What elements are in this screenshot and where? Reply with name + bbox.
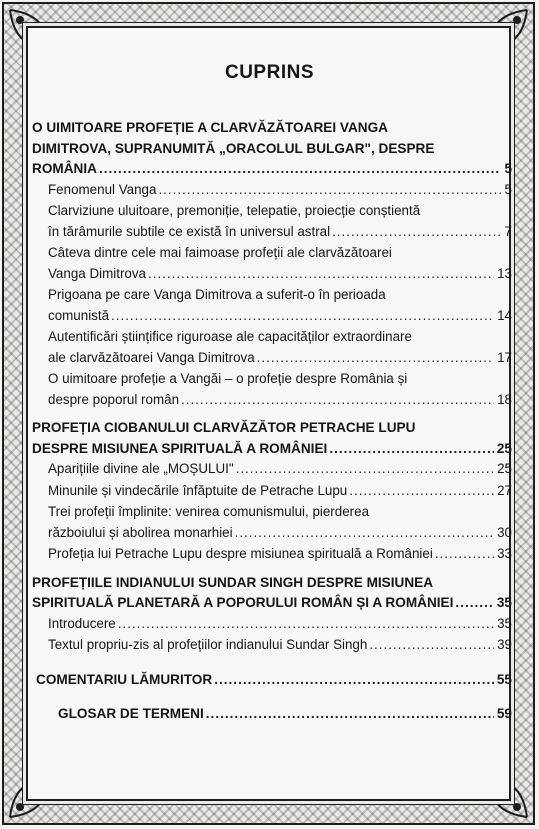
entry-text: războiului și abolirea monarhiei	[48, 524, 233, 540]
page-number: 35	[496, 595, 512, 610]
dot-leader	[235, 523, 495, 544]
toc-entry[interactable]	[32, 459, 512, 480]
toc-section	[32, 704, 512, 725]
toc-section	[32, 418, 512, 565]
toc-entry[interactable]	[32, 481, 512, 502]
entry-line	[32, 327, 512, 348]
entry-text: Fenomenul Vanga	[48, 181, 157, 197]
section-heading-text: GLOSAR DE TERMENI	[58, 706, 204, 721]
page-number: 35	[497, 615, 512, 631]
toc-entry[interactable]	[32, 201, 512, 242]
entry-text: ale clarvăzătoarei Vanga Dimitrova	[48, 349, 255, 365]
page-title: CUPRINS	[224, 62, 314, 83]
dot-leader	[148, 264, 494, 285]
page-number: 5	[504, 161, 512, 176]
entry-text: Profeția lui Petrache Lupu despre misiunea spirituală a României	[48, 546, 433, 561]
toc-entry[interactable]	[32, 544, 512, 565]
section-heading-line[interactable]	[32, 573, 512, 594]
entry-text: Trei profeții împlinite: venirea comunismului, pierderea	[48, 504, 370, 519]
section-heading-line[interactable]	[32, 139, 512, 160]
entry-line	[32, 544, 512, 565]
dot-leader	[236, 459, 495, 480]
section-heading-line[interactable]	[32, 418, 512, 439]
section-heading-text: COMENTARIU LĂMURITOR	[36, 671, 213, 687]
entry-line	[32, 348, 512, 369]
toc-entry[interactable]	[32, 635, 512, 656]
dot-leader	[181, 390, 494, 411]
section-heading-line[interactable]	[36, 670, 512, 691]
page-number: 27	[497, 482, 512, 498]
entry-line	[32, 285, 512, 306]
page-number: 18	[497, 391, 512, 407]
entry-line	[32, 306, 512, 327]
dot-leader	[206, 704, 494, 725]
dot-leader	[214, 670, 494, 691]
entry-line	[32, 459, 512, 480]
page-number: 33	[497, 546, 512, 561]
entry-line	[32, 264, 512, 285]
page-number: 14	[497, 307, 512, 323]
dot-leader	[455, 593, 493, 614]
dot-leader	[111, 306, 494, 327]
page-number: 25	[497, 461, 512, 476]
entry-line	[32, 635, 512, 656]
entry-text: O uimitoare profeție a Vangăi – o profeție despre România și	[48, 371, 408, 386]
entry-line	[32, 180, 512, 201]
dot-leader	[158, 180, 501, 201]
entry-text: comunistă	[48, 307, 110, 323]
toc-entry[interactable]	[32, 369, 512, 410]
section-heading-text: SPIRITUALĂ PLANETARĂ A POPORULUI ROMÂN ȘI A ROMÂNIEI	[32, 595, 454, 610]
page-number: 30	[497, 524, 512, 540]
dot-leader	[435, 544, 494, 565]
section-heading-text: PROFEȚIA CIOBANULUI CLARVĂZĂTOR PETRACHE LUPU	[32, 420, 416, 435]
entry-line	[32, 222, 512, 243]
entry-text: Textul propriu-zis al profețiilor indianului Sundar Singh	[48, 637, 368, 652]
page-number: 59	[496, 706, 512, 721]
dot-leader	[369, 635, 494, 656]
toc-section	[32, 573, 512, 656]
dot-leader	[329, 439, 494, 460]
section-heading-text: ROMÂNIA	[32, 161, 97, 176]
page-number: 25	[496, 440, 512, 456]
section-heading-text: O UIMITOARE PROFEȚIE A CLARVĂZĂTOAREI VANGA	[32, 120, 388, 135]
entry-line	[32, 523, 512, 544]
entry-text: Introducere	[48, 615, 116, 631]
section-heading-line[interactable]	[32, 118, 512, 139]
page-number: 5	[504, 181, 512, 197]
toc-entry[interactable]	[32, 180, 512, 201]
page-number: 17	[497, 349, 512, 365]
entry-text: Câteva dintre cele mai faimoase profeții ale clarvăzătoarei	[48, 245, 392, 260]
dot-leader	[257, 348, 494, 369]
page-number: 39	[497, 637, 512, 652]
page-number: 7	[504, 223, 512, 239]
entry-text: Minunile și vindecările înfăptuite de Petrache Lupu	[48, 482, 348, 498]
page-number: 55	[496, 671, 512, 687]
section-heading-text: DIMITROVA, SUPRANUMITĂ „ORACOLUL BULGAR", DESPRE	[32, 140, 435, 156]
entry-text: Aparițiile divine ale „MOȘULUI"	[48, 461, 234, 476]
toc-entry[interactable]	[32, 243, 512, 284]
section-heading-line[interactable]	[32, 159, 512, 180]
entry-line	[32, 243, 512, 264]
page-number: 13	[497, 265, 512, 281]
entry-text: în tărâmurile subtile ce există în universul astral	[48, 223, 331, 239]
toc-entry[interactable]	[32, 285, 512, 326]
toc-entry[interactable]	[32, 327, 512, 368]
dot-leader	[118, 614, 494, 635]
toc-section	[32, 670, 512, 691]
entry-line	[32, 390, 512, 411]
entry-line	[32, 481, 512, 502]
toc-section	[32, 118, 512, 410]
section-heading-text: PROFEȚIILE INDIANULUI SUNDAR SINGH DESPRE MISIUNEA	[32, 574, 434, 590]
section-heading-text: DESPRE MISIUNEA SPIRITUALĂ A ROMÂNIEI	[32, 440, 328, 456]
dot-leader	[349, 481, 494, 502]
entry-line	[32, 369, 512, 390]
entry-line	[32, 614, 512, 635]
entry-text: Clarviziune uluitoare, premoniție, telepatie, proiecție conștientă	[48, 203, 421, 218]
dot-leader	[332, 222, 501, 243]
section-heading-line[interactable]	[32, 439, 512, 460]
entry-text: Prigoana pe care Vanga Dimitrova a suferit-o în perioada	[48, 287, 386, 302]
section-heading-line[interactable]	[58, 704, 512, 725]
entry-text: Autentificări științifice riguroase ale capacităților extraordinare	[48, 329, 412, 344]
entry-line	[32, 201, 512, 222]
table-of-contents	[32, 118, 512, 739]
toc-entry[interactable]	[32, 502, 512, 543]
dot-leader	[99, 159, 501, 180]
toc-entry[interactable]	[32, 614, 512, 635]
entry-text: despre poporul român	[48, 391, 180, 407]
entry-text: Vanga Dimitrova	[48, 265, 146, 281]
entry-line	[32, 502, 512, 523]
section-heading-line[interactable]	[32, 593, 512, 614]
